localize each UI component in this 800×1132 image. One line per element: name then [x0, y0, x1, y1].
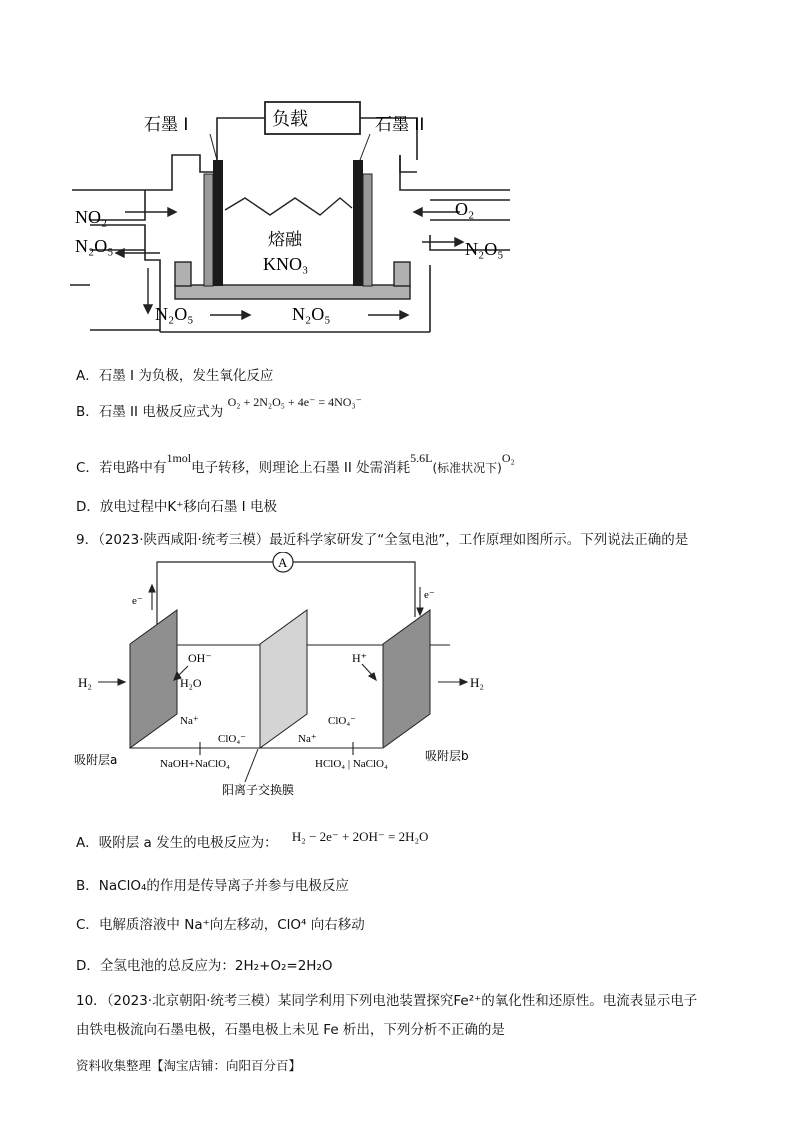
fig2-diagram — [70, 552, 510, 802]
svg-text:阳离子交换膜: 阳离子交换膜 — [222, 783, 295, 797]
svg-text:H₂: H₂ — [470, 675, 484, 690]
svg-text:H⁺: H⁺ — [352, 651, 367, 665]
q8-option-b: B．石墨 II 电极反应式为 O₂ + 2N₂O₅ + 4e⁻ = 4NO₃⁻ — [76, 395, 362, 420]
svg-text:e⁻: e⁻ — [424, 589, 435, 601]
svg-text:H₂: H₂ — [78, 675, 92, 690]
svg-text:ClO₄⁻: ClO₄⁻ — [328, 715, 356, 727]
q9-stem: 9．（2023·陕西咸阳·统考三模）最近科学家研发了“全氢电池”，工作原理如图所示。下列说法正确的是 — [76, 532, 689, 548]
n2o5-bottom-mid-label: N₂O₅ — [292, 304, 331, 324]
n2o5-right-label: N₂O₅ — [465, 239, 504, 259]
svg-text:吸附层a: 吸附层a — [74, 753, 118, 767]
svg-text:Na⁺: Na⁺ — [180, 715, 199, 727]
q9-option-d: D．全氢电池的总反应为：2H₂+O₂=2H₂O — [76, 958, 333, 974]
q10-stem-line1: 10．（2023·北京朝阳·统考三模）某同学利用下列电池装置探究Fe²⁺的氧化性和还原性。电流表显示电子 — [76, 993, 698, 1009]
o2-label: O₂ — [455, 199, 475, 219]
n2o5-bottom-left-label: N₂O₅ — [155, 304, 194, 324]
q8-option-a: A．石墨 I 为负极，发生氧化反应 — [76, 368, 274, 384]
svg-text:ClO₄⁻: ClO₄⁻ — [218, 733, 246, 745]
q9-option-b: B．NaClO₄的作用是传导离子并参与电极反应 — [76, 878, 349, 894]
molten-label: 熔融 — [268, 230, 302, 250]
no2-label: NO₂ — [75, 207, 108, 227]
svg-text:Na⁺: Na⁺ — [298, 733, 317, 745]
svg-text:吸附层b: 吸附层b — [425, 749, 469, 763]
q9-a-formula: H₂ − 2e⁻ + 2OH⁻ = 2H₂O — [291, 829, 429, 844]
q9-option-a: A．吸附层 a 发生的电极反应为： H₂ − 2e⁻ + 2OH⁻ = 2H₂O — [76, 829, 429, 851]
svg-text:e⁻: e⁻ — [132, 595, 143, 607]
q8-option-c: C．若电路中有1mol电子转移，则理论上石墨 II 处需消耗5.6L(标准状况下)O₂ — [76, 451, 515, 476]
svg-text:H₂O: H₂O — [180, 676, 202, 690]
graphite2-label: 石墨 II — [375, 115, 425, 135]
footer-note: 资料收集整理【淘宝店铺：向阳百分百】 — [76, 1058, 302, 1073]
svg-text:OH⁻: OH⁻ — [188, 651, 212, 665]
kno3-label: KNO₃ — [263, 254, 309, 274]
svg-text:NaOH+NaClO₄: NaOH+NaClO₄ — [160, 758, 230, 770]
q8-b-formula: O₂ + 2N₂O₅ + 4e⁻ = 4NO₃⁻ — [227, 395, 362, 409]
q9-option-c: C．电解质溶液中 Na⁺向左移动，ClO⁴ 向右移动 — [76, 917, 365, 933]
q8-option-d: D．放电过程中K⁺移向石墨 I 电极 — [76, 499, 277, 515]
ammeter-label: A — [278, 555, 288, 570]
q10-stem-line2: 由铁电极流向石墨电极，石墨电极上未见 Fe 析出，下列分析不正确的是 — [76, 1022, 505, 1038]
graphite1-label: 石墨 I — [144, 115, 189, 135]
fig1-diagram — [60, 90, 520, 350]
svg-text:HClO₄ | NaClO₄: HClO₄ | NaClO₄ — [315, 758, 388, 770]
load-label: 负载 — [272, 109, 308, 130]
n2o5-in-label: N₂O₅ — [75, 236, 114, 256]
